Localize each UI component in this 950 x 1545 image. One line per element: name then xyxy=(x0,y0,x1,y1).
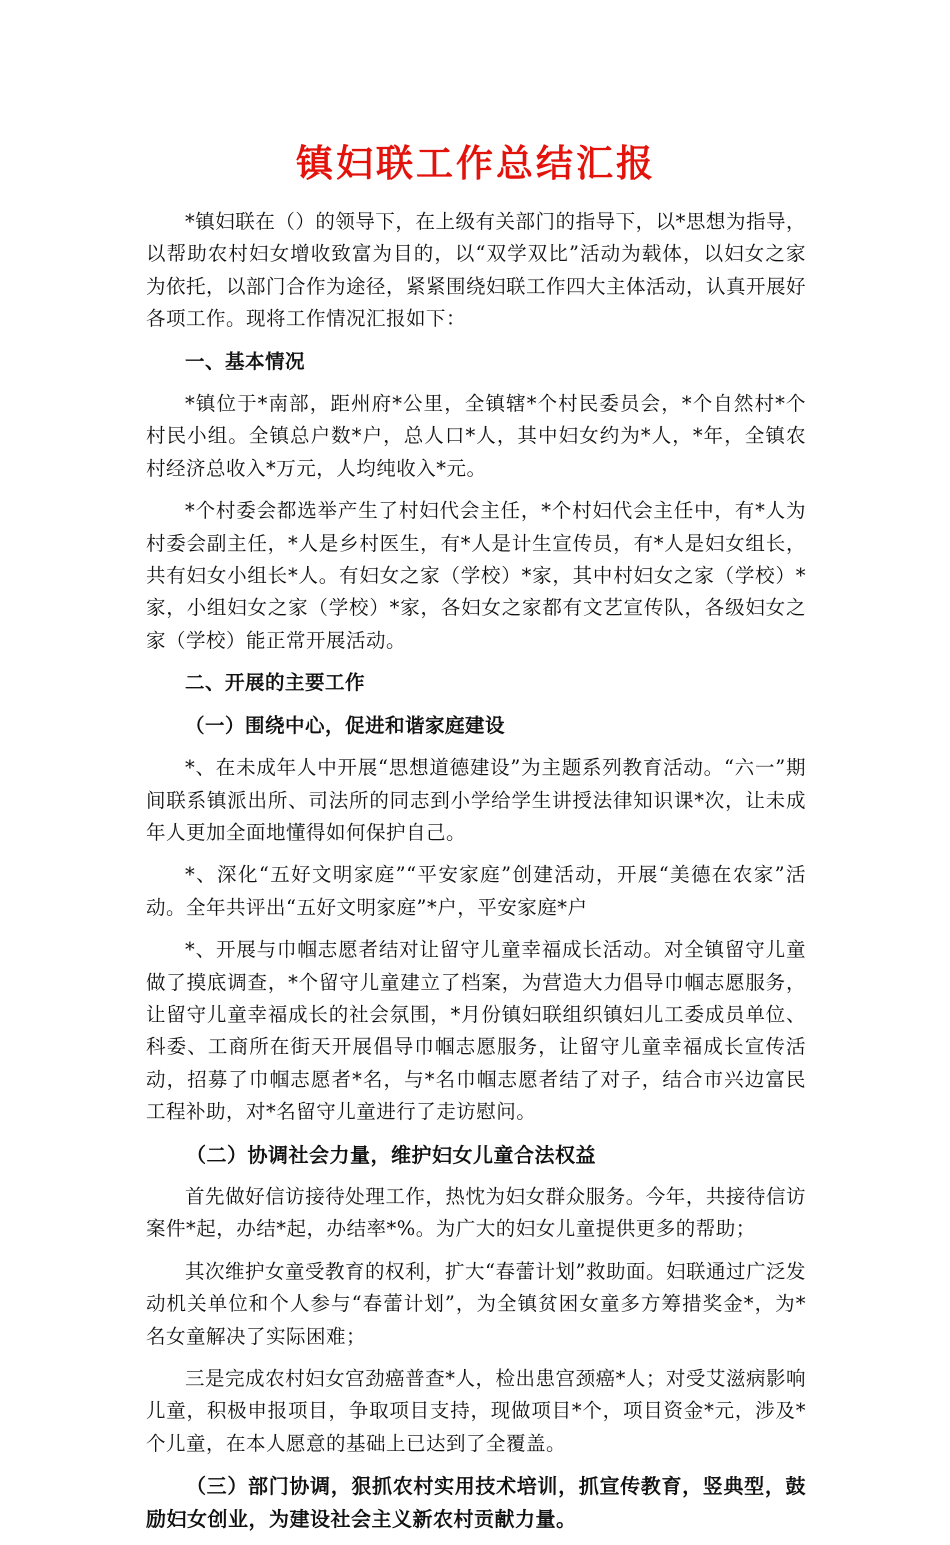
section-heading-main-work: 二、开展的主要工作 xyxy=(185,671,366,695)
section-heading-basic: 一、基本情况 xyxy=(185,349,306,373)
subsection-2-paragraph-1: 首先做好信访接待处理工作，热忱为妇女群众服务。今年，共接待信访案件*起，办结*起，办结率*%。为广大的妇女儿童提供更多的帮助； xyxy=(146,1184,806,1241)
subsection-heading-2: （二）协调社会力量，维护妇女儿童合法权益 xyxy=(186,1142,596,1167)
subsection-1-paragraph-1: *、在未成年人中开展“思想道德建设”为主题系列教育活动。“六一”期间联系镇派出所、司法所的同志到小学给学生讲授法律知识课*次，让未成年人更加全面地懂得如何保护自己。 xyxy=(146,756,806,844)
subsection-2-paragraph-2: 其次维护女童受教育的权利，扩大“春蕾计划”救助面。妇联通过广泛发动机关单位和个人参与“春蕾计划”，为全镇贫困女童多方筹措奖金*，为*名女童解决了实际困难； xyxy=(146,1259,806,1348)
document-title: 镇妇联工作总结汇报 xyxy=(296,141,656,185)
subsection-heading-1: （一）围绕中心，促进和谐家庭建设 xyxy=(185,713,506,737)
document-page xyxy=(146,138,806,1545)
subsection-heading-3: （三）部门协调，狠抓农村实用技术培训，抓宣传教育，竖典型，鼓励妇女创业，为建设社会主义新农村贡献力量。 xyxy=(146,1474,806,1531)
intro-paragraph: *镇妇联在（）的领导下，在上级有关部门的指导下，以*思想为指导，以帮助农村妇女增收致富为目的，以“双学双比”活动为载体，以妇女之家为依托，以部门合作为途径，紧紧围绕妇联工作四大主体活动，认真开展好各项工作。现将工作情况汇报如下： xyxy=(146,210,807,331)
subsection-1-paragraph-2: *、深化“五好文明家庭”“平安家庭”创建活动，开展“美德在农家”活动。全年共评出“五好文明家庭”*户，平安家庭*户 xyxy=(146,863,806,919)
subsection-1-paragraph-3: *、开展与巾帼志愿者结对让留守儿童幸福成长活动。对全镇留守儿童做了摸底调查，*个留守儿童建立了档案，为营造大力倡导巾帼志愿服务，让留守儿童幸福成长的社会氛围，*月份镇妇联组织镇妇儿工委成员单位、科委、工商所在街天开展倡导巾帼志愿服务，让留守儿童幸福成长宣传活动，招募了巾帼志愿者*名，与*名巾帼志愿者结了对子，结合市兴边富民工程补助，对*名留守儿童进行了走访慰问。 xyxy=(146,938,806,1124)
basic-paragraph-1: *镇位于*南部，距州府*公里，全镇辖*个村民委员会，*个自然村*个村民小组。全镇总户数*户，总人口*人，其中妇女约为*人，*年，全镇农村经济总收入*万元，人均纯收入*元。 xyxy=(146,392,806,480)
subsection-2-paragraph-3: 三是完成农村妇女宫劲癌普查*人，检出患宫颈癌*人；对受艾滋病影响儿童，积极申报项目，争取项目支持，现做项目*个，项目资金*元，涉及*个儿童，在本人愿意的基础上已达到了全覆盖。 xyxy=(146,1367,806,1455)
basic-paragraph-2: *个村委会都选举产生了村妇代会主任，*个村妇代会主任中，有*人为村委会副主任，*人是乡村医生，有*人是计生宣传员，有*人是妇女组长，共有妇女小组长*人。有妇女之家（学校）*家，其中村妇女之家（学校）*家，小组妇女之家（学校）*家，各妇女之家都有文艺宣传队，各级妇女之家（学校）能正常开展活动。 xyxy=(146,499,806,652)
